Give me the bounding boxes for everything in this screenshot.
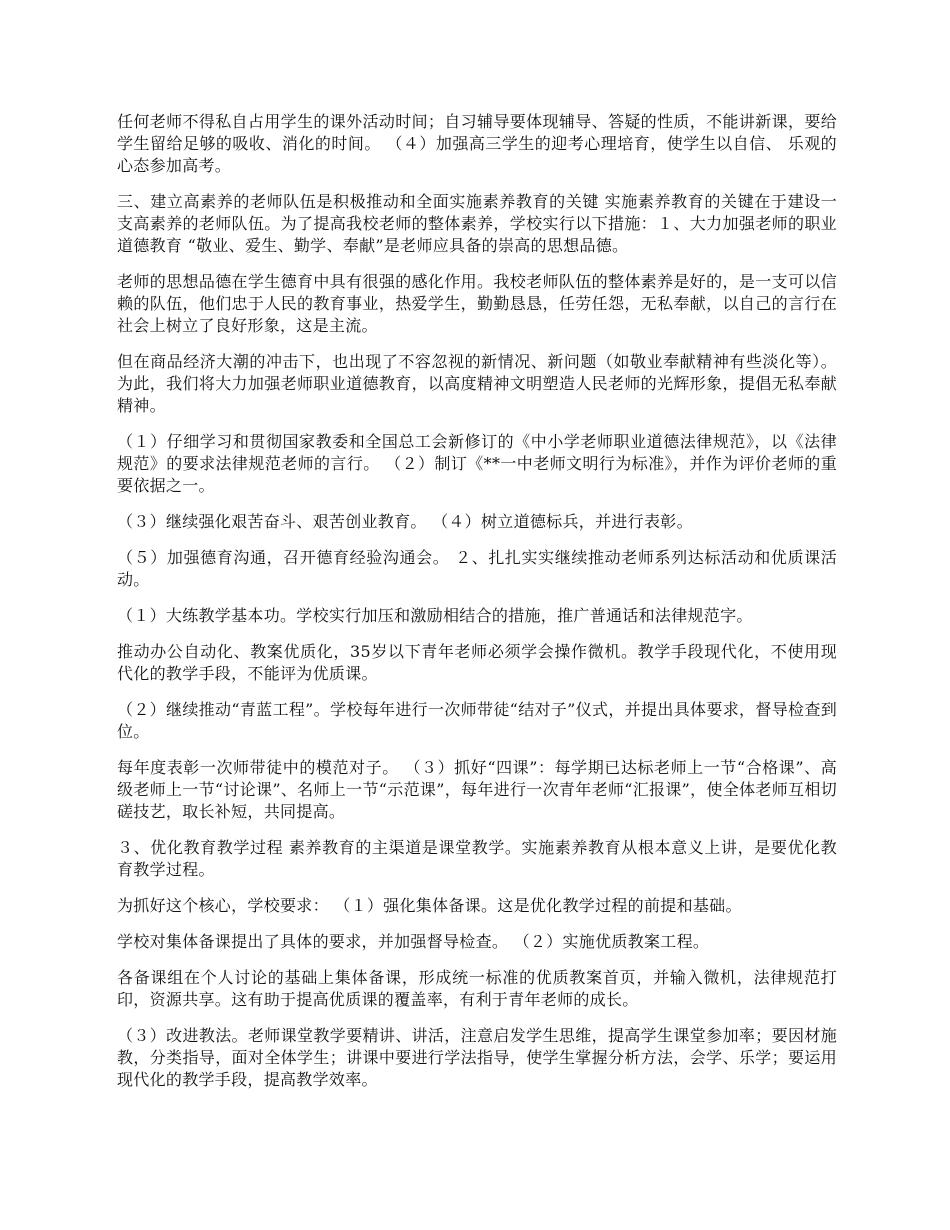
paragraph: ３、优化教育教学过程 素养教育的主渠道是课堂教学。实施素养教育从根本意义上讲，是要优化教育教学过程。 [117,838,837,879]
paragraph: （３）继续强化艰苦奋斗、艰苦创业教育。 （４）树立道德标兵，并进行表彰。 [117,512,693,531]
paragraph: 学校对集体备课提出了具体的要求，并加强督导检查。 （２）实施优质教案工程。 [117,932,710,951]
paragraph: 三、建立高素养的老师队伍是积极推动和全面实施素养教育的关键 实施素养教育的关键在于建设一支高素养的老师队伍。为了提高我校老师的整体素养，学校实行以下措施：１、大力加强老师的职业道德教育 “敬业、爱生、勤学、奉献”是老师应具备的崇高的思想品德。 [117,192,837,255]
paragraph: 为抓好这个核心，学校要求： （１）强化集体备课。这是优化教学过程的前提和基础。 [117,896,742,915]
paragraph: 但在商品经济大潮的冲击下，也出现了不容忽视的新情况、新问题（如敬业奉献精神有些淡化等）。为此，我们将大力加强老师职业道德教育，以高度精神文明塑造人民老师的光辉形象，提倡无私奉献精神。 [117,352,837,415]
paragraph: 任何老师不得私自占用学生的课外活动时间；自习辅导要体现辅导、答疑的性质，不能讲新课，要给学生留给足够的吸收、消化的时间。 （４）加强高三学生的迎考心理培育，使学生以自信、 乐观的心态参加高考。 [117,112,837,175]
paragraph: （１）仔细学习和贯彻国家教委和全国总工会新修订的《中小学老师职业道德法律规范》，以《法律规范》的要求法律规范老师的言行。 （２）制订《**一中老师文明行为标准》，并作为评价老师的重要依据之一。 [117,432,837,495]
paragraph: （５）加强德育沟通，召开德育经验沟通会。 ２、扎扎实实继续推动老师系列达标活动和优质课活动。 [117,548,837,589]
paragraph: （１）大练教学基本功。学校实行加压和激励相结合的措施，推广普通话和法律规范字。 [117,606,753,625]
paragraph: 各备课组在个人讨论的基础上集体备课，形成统一标准的优质教案首页，并输入微机，法律规范打印，资源共享。这有助于提高优质课的覆盖率，有利于青年老师的成长。 [117,968,837,1009]
paragraph: 老师的思想品德在学生德育中具有很强的感化作用。我校老师队伍的整体素养是好的，是一支可以信赖的队伍，他们忠于人民的教育事业，热爱学生，勤勤恳恳，任劳任怨，无私奉献，以自己的言行在社会上树立了良好形象，这是主流。 [117,272,837,335]
paragraph: 推动办公自动化、教案优质化，35岁以下青年老师必须学会操作微机。教学手段现代化，不使用现代化的教学手段，不能评为优质课。 [117,642,837,683]
paragraph: （３）改进教法。老师课堂教学要精讲、讲活，注意启发学生思维，提高学生课堂参加率；要因材施教，分类指导，面对全体学生；讲课中要进行学法指导，使学生掌握分析方法，会学、乐学；要运用现代化的教学手段，提高教学效率。 [117,1026,837,1089]
paragraph: （２）继续推动“青蓝工程”。学校每年进行一次师带徒“结对子”仪式，并提出具体要求，督导检查到位。 [117,700,837,741]
paragraph: 每年度表彰一次师带徒中的模范对子。 （３）抓好“四课”：每学期已达标老师上一节“合格课”、高级老师上一节“讨论课”、名师上一节“示范课”，每年进行一次青年老师“汇报课”，使全体老师互相切磋技艺，取长补短，共同提高。 [117,758,837,821]
document-page [117,111,837,1105]
